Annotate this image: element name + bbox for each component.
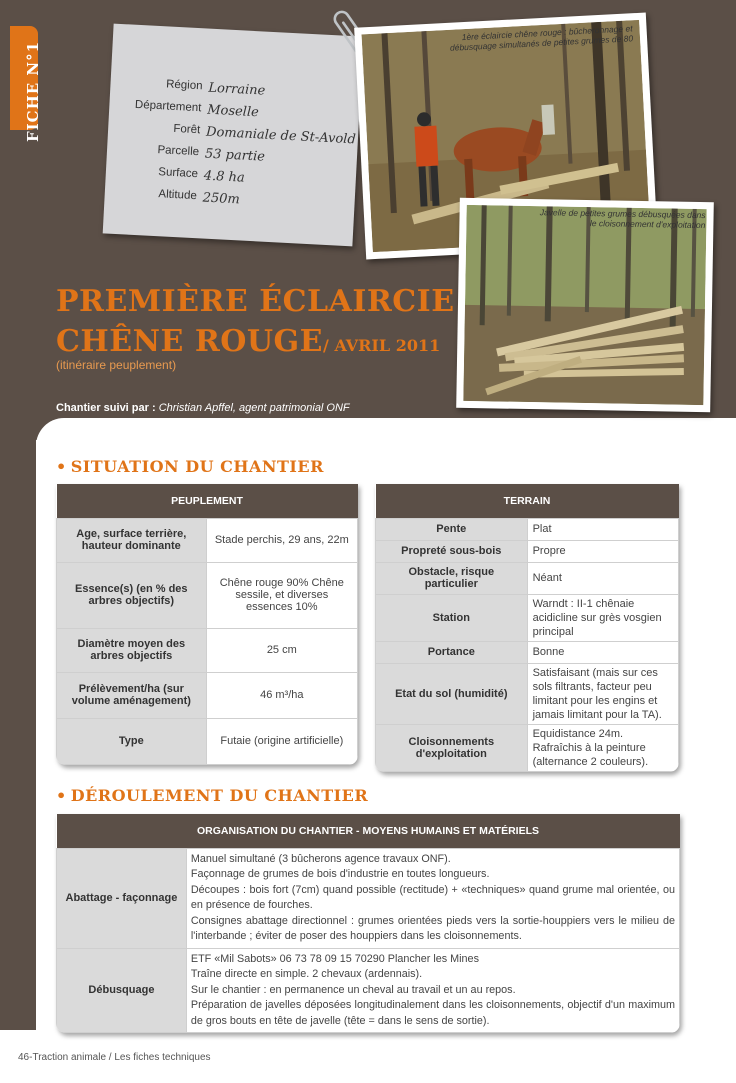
- row-value: Chêne rouge 90% Chêne sessile, et diverses essences 10%: [206, 562, 357, 628]
- page-footer: 46-Traction animale / Les fiches techniques: [18, 1052, 211, 1063]
- table-row: [376, 518, 679, 540]
- table-row: [57, 518, 358, 562]
- row-label: Essence(s) (en % des arbres objectifs): [57, 562, 207, 628]
- followed-by-value: Christian Apffel, agent patrimonial ONF: [158, 402, 350, 414]
- table-row: [57, 718, 358, 764]
- text-line: ETF «Mil Sabots» 06 73 78 09 15 70290 Plancher les Mines: [190, 952, 479, 965]
- organisation-table: [56, 814, 680, 1033]
- text-line: Préparation de javelles déposées longitudinalement dans les cloisonnements, objectif d'un maximum de gros bouts en tête de javelle (tête = dans le sens de sortie).: [190, 999, 675, 1027]
- section-deroulement-title: [56, 786, 368, 805]
- row-value: Futaie (origine artificielle): [206, 718, 357, 764]
- row-value: Satisfaisant (mais sur ces sols filtrants, facteur peu limitant pour les engins et jamais limitant pour la TA).: [527, 663, 678, 724]
- row-value: [186, 848, 679, 948]
- fiche-label: FICHE N°1: [24, 40, 42, 142]
- log-pile-image: [463, 205, 706, 405]
- text-line: Découpes : bois fort (7cm) quand possible (rectitude) + «techniques» quand grume mal orientée, ou en présence de fourches.: [190, 883, 675, 911]
- text-line: Sur le chantier : en permanence un cheval au travail et un au repos.: [190, 983, 516, 996]
- row-label: Abattage - façonnage: [57, 848, 187, 948]
- row-value: Plat: [527, 518, 678, 540]
- bullet-icon: •: [56, 457, 67, 476]
- row-value: Stade perchis, 29 ans, 22m: [206, 518, 357, 562]
- site-label: Parcelle: [157, 144, 200, 159]
- site-label: Surface: [157, 166, 199, 181]
- table-row: [376, 562, 679, 594]
- text-line: Manuel simultané (3 bûcherons agence travaux ONF).: [190, 852, 451, 865]
- row-label: Portance: [376, 641, 528, 663]
- row-label: Diamètre moyen des arbres objectifs: [57, 628, 207, 672]
- followed-by-label: Chantier suivi par :: [56, 402, 156, 414]
- text-line: Consignes abattage directionnel : grumes orientées pieds vers la sortie-houppiers vers le milieu de l'interbande ; éviter de poser des houppiers dans les cloisonnements.: [190, 914, 675, 942]
- site-label: Région: [165, 78, 203, 93]
- row-value: 46 m³/ha: [206, 672, 357, 718]
- row-label: Obstacle, risque particulier: [376, 562, 528, 594]
- table-row: [376, 724, 679, 771]
- section-deroulement-label: DÉROULEMENT DU CHANTIER: [70, 786, 369, 805]
- table-row: [57, 948, 680, 1033]
- terrain-table: [375, 484, 679, 772]
- site-value: 250m: [202, 190, 241, 208]
- row-label: Type: [57, 718, 207, 764]
- title-date: / AVRIL 2011: [323, 336, 441, 355]
- followed-by: [56, 402, 350, 414]
- title-line-2: CHÊNE ROUGE: [56, 324, 324, 359]
- site-value: Moselle: [206, 102, 260, 121]
- row-value: [186, 948, 679, 1033]
- row-label: Prélèvement/ha (sur volume aménagement): [57, 672, 207, 718]
- site-value: Domaniale de St-Avold: [205, 124, 357, 148]
- site-label: Département: [134, 98, 202, 115]
- text-line: Façonnage de grumes de bois d'industrie en toutes longueurs.: [190, 868, 490, 880]
- section-situation-label: SITUATION DU CHANTIER: [70, 457, 324, 476]
- table-row: [376, 663, 679, 724]
- row-label: Etat du sol (humidité): [376, 663, 528, 724]
- table-row: [376, 594, 679, 641]
- site-info-card: [103, 24, 364, 247]
- organisation-header: ORGANISATION DU CHANTIER - MOYENS HUMAINS ET MATÉRIELS: [57, 814, 680, 848]
- row-label: Station: [376, 594, 528, 641]
- row-value: Warndt : II-1 chênaie acidicline sur grès vosgien principal: [527, 594, 678, 641]
- side-strip: [0, 0, 36, 1030]
- photo1-caption: 1ère éclaircie chêne rouge : bûcheronnage et débusquage simultanés de petites grumes de 80: [449, 23, 634, 53]
- text-line: Traîne directe en simple. 2 chevaux (ardennais).: [190, 968, 423, 980]
- title-line-1: PREMIÈRE ÉCLAIRCIE: [56, 284, 455, 319]
- peuplement-header: PEUPLEMENT: [57, 484, 358, 518]
- photo2-caption: Javelle de petites grumes débusquées dans le cloisonnement d'exploitation: [539, 207, 706, 231]
- fiche-tab: [10, 26, 42, 142]
- page-subtitle: (itinéraire peuplement): [56, 358, 177, 372]
- site-value: 53 partie: [204, 146, 266, 165]
- table-row: [57, 672, 358, 718]
- row-value: Bonne: [527, 641, 678, 663]
- row-label: Cloisonnements d'exploitation: [376, 724, 528, 771]
- peuplement-table: [56, 484, 358, 765]
- row-label: Propreté sous-bois: [376, 540, 528, 562]
- table-row: [376, 540, 679, 562]
- row-value: Propre: [527, 540, 678, 562]
- row-label: Débusquage: [57, 948, 187, 1033]
- terrain-header: TERRAIN: [376, 484, 679, 518]
- row-value: Equidistance 24m. Rafraîchis à la peinture (alternance 2 couleurs).: [527, 724, 678, 771]
- table-row: [376, 641, 679, 663]
- row-label: Pente: [376, 518, 528, 540]
- site-value: 4.8 ha: [203, 168, 246, 186]
- photo-log-pile: [456, 198, 714, 412]
- site-label: Altitude: [158, 188, 198, 203]
- site-label: Forêt: [173, 122, 201, 137]
- table-row: [57, 562, 358, 628]
- site-value: Lorraine: [208, 80, 266, 99]
- table-row: [57, 628, 358, 672]
- table-row: [57, 848, 680, 948]
- row-label: Age, surface terrière, hauteur dominante: [57, 518, 207, 562]
- row-value: Néant: [527, 562, 678, 594]
- section-situation-title: [56, 457, 324, 476]
- bullet-icon: •: [56, 786, 67, 805]
- row-value: 25 cm: [206, 628, 357, 672]
- page-title: [56, 282, 455, 366]
